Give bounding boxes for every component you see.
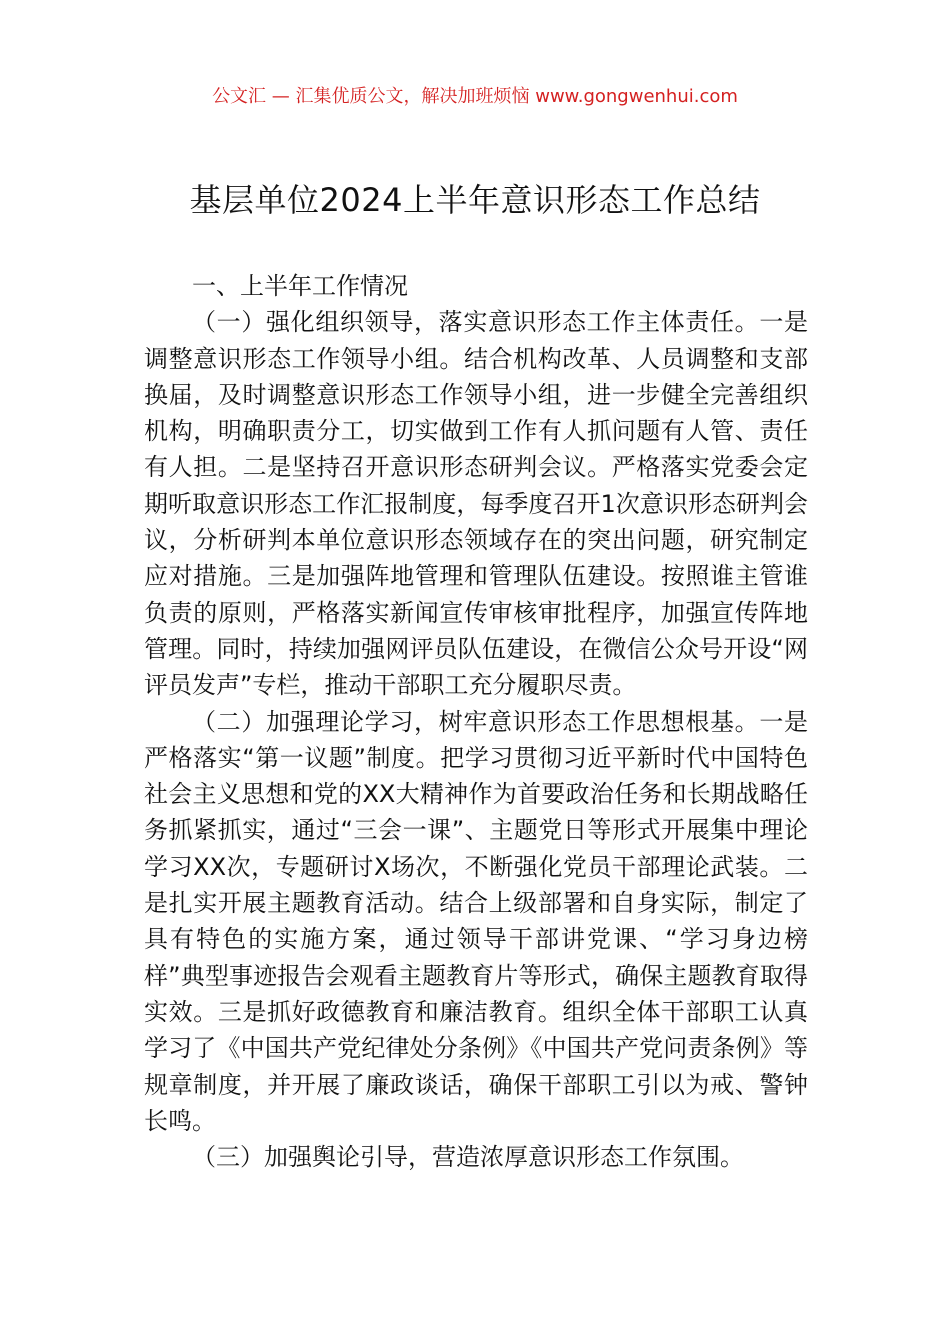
paragraph-organization: （一）强化组织领导，落实意识形态工作主体责任。一是调整意识形态工作领导小组。结合机构改革、人员调整和支部换届，及时调整意识形态工作领导小组，进一步健全完善组织机构，明确职责分工，切实做到工作有人抓问题有人管、责任有人担。二是坚持召开意识形态研判会议。严格落实党委会定期听取意识形态工作汇报制度，每季度召开1次意识形态研判会议，分析研判本单位意识形态领域存在的突出问题，研究制定应对措施。三是加强阵地管理和管理队伍建设。按照谁主管谁负责的原则，严格落实新闻宣传审核审批程序，加强宣传阵地管理。同时，持续加强网评员队伍建设，在微信公众号开设“网评员发声”专栏，推动干部职工充分履职尽责。 (144, 308, 808, 700)
paragraph-theory-study: （二）加强理论学习，树牢意识形态工作思想根基。一是严格落实“第一议题”制度。把学习贯彻习近平新时代中国特色社会主义思想和党的XX大精神作为首要政治任务和长期战略任务抓紧抓实，通过“三会一课”、主题党日等形式开展集中理论学习XX次，专题研讨X场次，不断强化党员干部理论武装。二是扎实开展主题教育活动。结合上级部署和自身实际，制定了具有特色的实施方案，通过领导干部讲党课、“学习身边榜样”典型事迹报告会观看主题教育片等形式，确保主题教育取得实效。三是抓好政德教育和廉洁教育。组织全体干部职工认真学习了《中国共产党纪律处分条例》《中国共产党问责条例》等规章制度，并开展了廉政谈话，确保干部职工引以为戒、警钟长鸣。 (144, 707, 808, 1135)
section-heading: 一、上半年工作情况 (192, 272, 408, 300)
header-banner: 公文汇 — 汇集优质公文，解决加班烦恼 www.gongwenhui.com (212, 86, 738, 107)
document-title: 基层单位2024上半年意识形态工作总结 (189, 181, 761, 219)
document-body (144, 268, 808, 1175)
paragraph-public-opinion: （三）加强舆论引导，营造浓厚意识形态工作氛围。 (192, 1143, 744, 1172)
